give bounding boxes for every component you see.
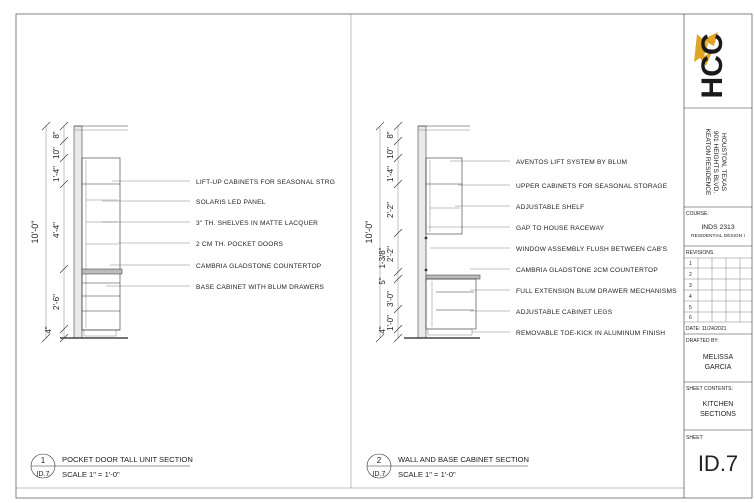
s2-scale: SCALE 1" = 1'-0" <box>398 470 456 479</box>
s1-label: 2 CM TH. POCKET DOORS <box>196 241 284 248</box>
drafted-by-label: DRAFTED BY: <box>686 338 719 344</box>
revision-row: 3 <box>689 283 692 289</box>
s2-dim: 3'-0" <box>386 291 395 307</box>
s1-dim-overall: 10'-0" <box>30 220 40 244</box>
s2-label: UPPER CABINETS FOR SEASONAL STORAGE <box>516 183 668 190</box>
s1-dim: 10" <box>52 147 61 159</box>
s2-label: REMOVABLE TOE-KICK IN ALUMINUM FINISH <box>516 330 666 337</box>
sheet-label: SHEET <box>686 435 703 441</box>
logo-text: HCC <box>696 33 729 99</box>
s2-title: WALL AND BASE CABINET SECTION <box>398 455 529 464</box>
s2-label: ADJUSTABLE CABINET LEGS <box>516 309 613 316</box>
s2-label: GAP TO HOUSE RACEWAY <box>516 225 605 232</box>
revisions-label: REVISIONS <box>686 250 714 256</box>
revision-row: 6 <box>689 315 692 321</box>
section-1-drawing <box>42 122 190 342</box>
section-2-drawing <box>376 122 510 342</box>
course-label: COURSE: <box>686 211 709 217</box>
s1-sheet-ref: ID.7 <box>36 471 50 478</box>
revision-row: 5 <box>689 305 692 311</box>
s2-dim: 2'-2" <box>386 202 395 218</box>
s2-dim: 8" <box>386 131 395 139</box>
s2-dim: 10" <box>386 147 395 159</box>
s2-label: AVENTOS LIFT SYSTEM BY BLUM <box>516 159 628 166</box>
s2-sheet-ref: ID.7 <box>372 471 386 478</box>
s2-label: WINDOW ASSEMBLY FLUSH BETWEEN CAB'S <box>516 246 668 253</box>
upper-cabinet <box>426 158 462 234</box>
s2-dim: 1'-0" <box>386 315 395 331</box>
s1-title: POCKET DOOR TALL UNIT SECTION <box>62 455 193 464</box>
s1-number: 1 <box>40 456 46 465</box>
sheet-date: DATE: 11/24/2021 <box>686 326 727 332</box>
contents-line-2: SECTIONS <box>700 411 736 418</box>
revision-row: 2 <box>689 272 692 278</box>
contents-line-1: KITCHEN <box>702 401 734 408</box>
s2-dim: 2'-2" <box>386 246 395 262</box>
revision-row: 4 <box>689 294 692 300</box>
drafter-last-name: GARCIA <box>704 364 732 371</box>
s2-dim: 1'-4" <box>386 166 395 182</box>
project-name: KEATON RESIDENCE <box>704 128 711 196</box>
s2-label: ADJUSTABLE SHELF <box>516 204 585 211</box>
s1-scale: SCALE 1" = 1'-0" <box>62 470 120 479</box>
countertop <box>82 269 122 274</box>
project-street: 901 HEIGHTS BLVD. <box>712 130 719 194</box>
s2-dim: 5" <box>378 277 387 285</box>
course-code: INDS 2313 <box>701 224 735 231</box>
s1-label: LIFT-UP CABINETS FOR SEASONAL STRG <box>196 179 336 186</box>
s1-label: BASE CABINET WITH BLUM DRAWERS <box>196 284 325 291</box>
s2-dim-overall: 10'-0" <box>364 220 374 244</box>
base-cabinet <box>426 279 476 329</box>
s2-label: CAMBRIA GLADSTONE 2CM COUNTERTOP <box>516 267 658 274</box>
project-city: HOUSTON, TEXAS <box>720 132 727 192</box>
s2-number: 2 <box>376 456 382 465</box>
revision-row: 1 <box>689 261 692 267</box>
drafter-first-name: MELISSA <box>702 354 734 361</box>
s2-dim: 1-3/8" <box>378 247 387 269</box>
s1-dim: 8" <box>52 131 61 139</box>
s1-label: CAMBRIA GLADSTONE COUNTERTOP <box>196 263 322 270</box>
title-block <box>684 32 752 476</box>
wall-section <box>74 126 82 338</box>
s1-dim: 4'-4" <box>52 222 61 238</box>
sheet-number: ID.7 <box>697 451 739 476</box>
countertop <box>426 275 480 279</box>
sheet-contents-label: SHEET CONTENTS: <box>686 386 733 392</box>
s2-dim: 4" <box>378 326 387 334</box>
s1-label: 3" TH. SHELVES IN MATTE LACQUER <box>196 220 319 227</box>
wall-section <box>418 126 426 338</box>
s1-dim: 4" <box>44 326 53 334</box>
s1-dim: 1'-4" <box>52 166 61 182</box>
revisions-table <box>684 258 752 322</box>
s1-label: SOLARIS LED PANEL <box>196 199 266 206</box>
s2-label: FULL EXTENSION BLUM DRAWER MECHANISMS <box>516 288 677 295</box>
course-name: RESIDENTIAL DESIGN I <box>691 234 745 239</box>
s1-dim: 2'-6" <box>52 294 61 310</box>
